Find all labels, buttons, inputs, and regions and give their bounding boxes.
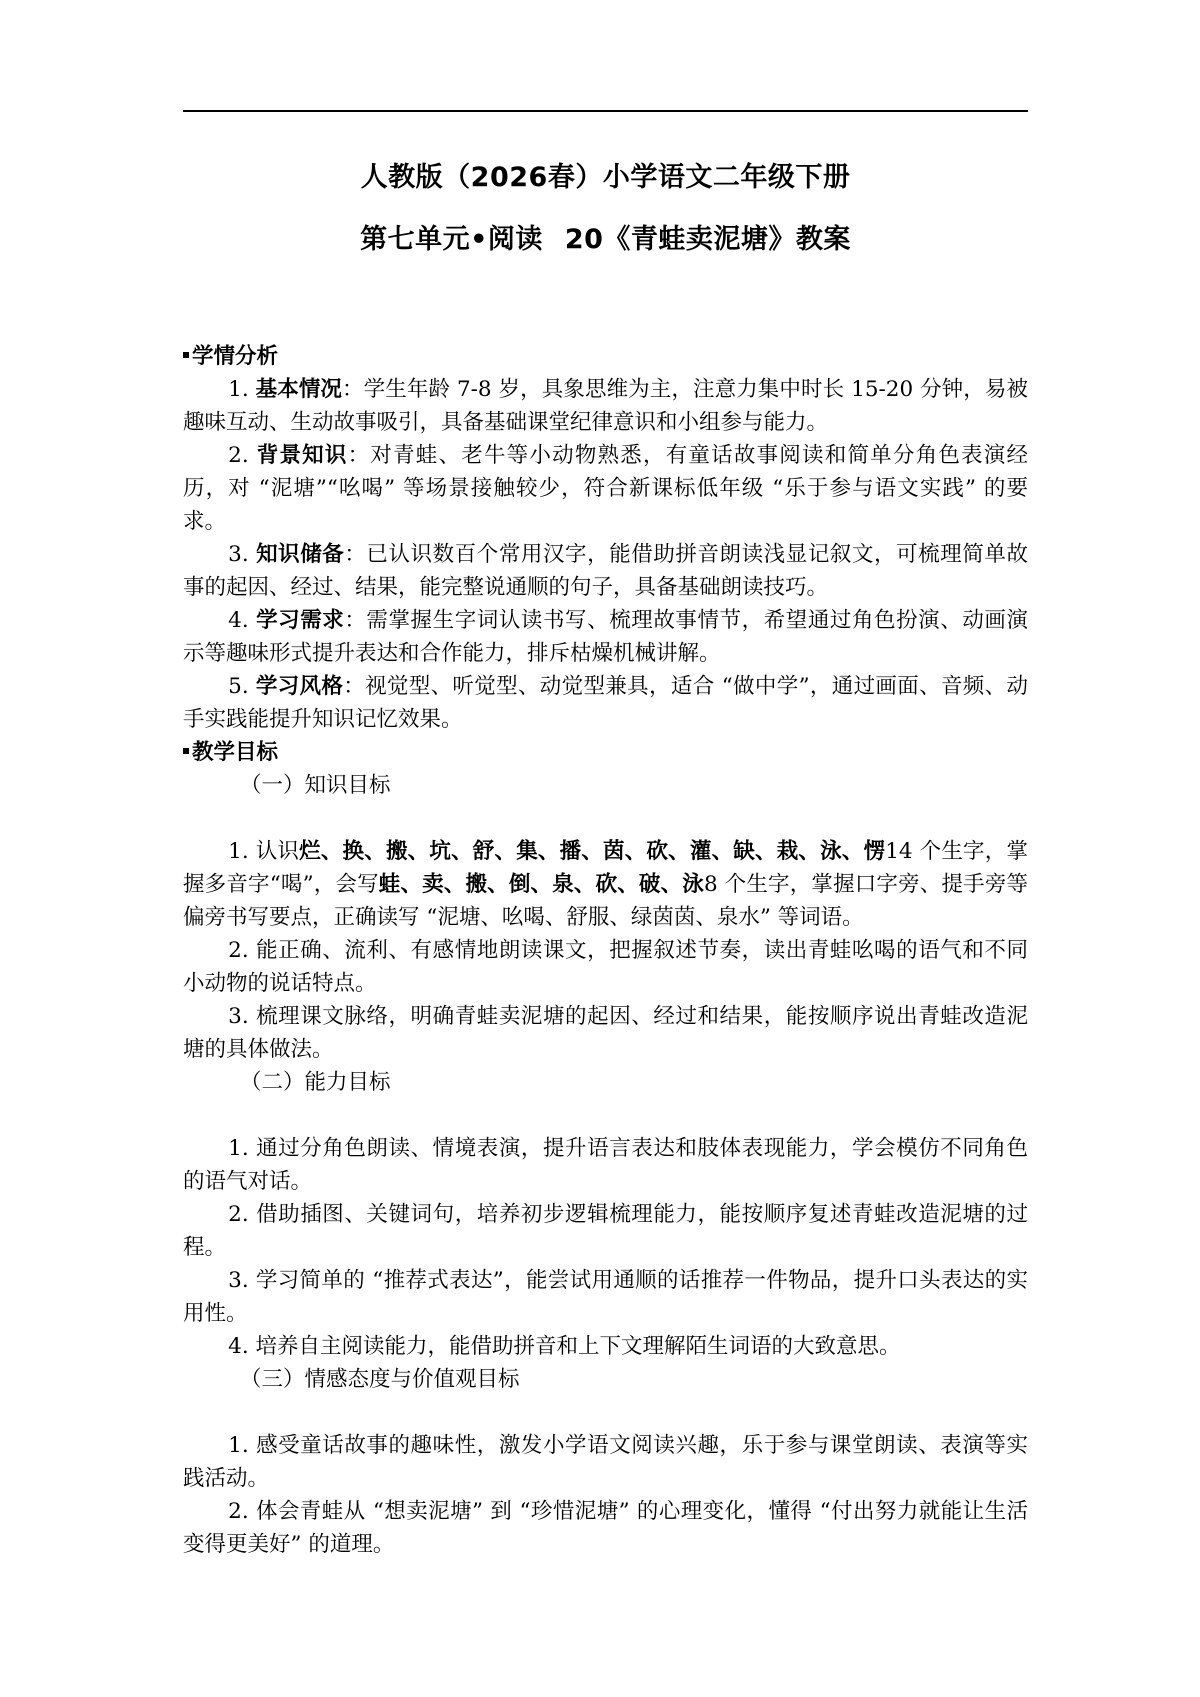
list-item: 5. 学习风格：视觉型、听觉型、动觉型兼具，适合 “做中学”，通过画面、音频、动手实践能提升知识记忆效果。 bbox=[183, 674, 1028, 732]
subsection-title-knowledge: （一）知识目标 bbox=[240, 773, 391, 798]
subtitle-lesson: 20《青蛙卖泥塘》教案 bbox=[564, 224, 851, 255]
list-item: 2. 体会青蛙从 “想卖泥塘” 到 “珍惜泥塘” 的心理变化，懂得 “付出努力就能让生活变得更美好” 的道理。 bbox=[183, 1499, 1028, 1557]
list-item: 4. 学习需求：需掌握生字词认读书写、梳理故事情节，希望通过角色扮演、动画演示等趣味形式提升表达和合作能力，排斥枯燥机械讲解。 bbox=[183, 608, 1028, 666]
bullet-square-icon bbox=[183, 352, 189, 358]
document-title: 人教版（2026春）小学语文二年级下册 bbox=[360, 162, 851, 193]
list-item: 4. 培养自主阅读能力，能借助拼音和上下文理解陌生词语的大致意思。 bbox=[228, 1334, 901, 1359]
list-item: 1. 认识烂、换、搬、坑、舒、集、播、茵、砍、灌、缺、栽、泳、愣14 个生字，掌握多音字“喝”，会写蛙、卖、搬、倒、泉、砍、破、泳8 个生字，掌握口字旁、提手旁等偏旁书写要点，正确读写 “泥塘、吆喝、舒服、绿茵茵、泉水” 等词语。 bbox=[183, 839, 1029, 930]
subsection-title-values: （三）情感态度与价值观目标 bbox=[240, 1367, 520, 1392]
recognize-characters: 烂、换、搬、坑、舒、集、播、茵、砍、灌、缺、栽、泳、愣 bbox=[299, 839, 886, 864]
list-item: 3. 知识储备：已认识数百个常用汉字，能借助拼音朗读浅显记叙文，可梳理简单故事的起因、经过、结果，能完整说通顺的句子，具备基础朗读技巧。 bbox=[183, 542, 1028, 600]
list-item: 2. 能正确、流利、有感情地朗读课文，把握叙述节奏，读出青蛙吆喝的语气和不同小动物的说话特点。 bbox=[183, 938, 1028, 996]
subtitle-unit: 第七单元•阅读 bbox=[360, 224, 543, 255]
list-item: 3. 梳理课文脉络，明确青蛙卖泥塘的起因、经过和结果，能按顺序说出青蛙改造泥塘的具体做法。 bbox=[183, 1004, 1028, 1062]
bullet-square-icon bbox=[183, 748, 189, 754]
subsection-title-ability: （二）能力目标 bbox=[240, 1070, 391, 1095]
list-item: 3. 学习简单的 “推荐式表达”，能尝试用通顺的话推荐一件物品，提升口头表达的实用性。 bbox=[183, 1268, 1028, 1326]
document-body bbox=[183, 340, 1028, 1561]
section-heading-teaching-objectives: 教学目标 bbox=[183, 736, 1028, 769]
list-item: 1. 感受童话故事的趣味性，激发小学语文阅读兴趣，乐于参与课堂朗读、表演等实践活动。 bbox=[183, 1433, 1028, 1491]
write-characters: 蛙、卖、搬、倒、泉、砍、破、泳 bbox=[378, 872, 704, 897]
section-heading-learner-analysis: 学情分析 bbox=[183, 340, 1028, 373]
list-item: 2. 借助插图、关键词句，培养初步逻辑梳理能力，能按顺序复述青蛙改造泥塘的过程。 bbox=[183, 1202, 1028, 1260]
header-rule bbox=[183, 110, 1028, 112]
document-subtitle bbox=[183, 222, 1028, 258]
list-item: 2. 背景知识：对青蛙、老牛等小动物熟悉，有童话故事阅读和简单分角色表演经历，对 “泥塘”“吆喝” 等场景接触较少，符合新课标低年级 “乐于参与语文实践” 的要求。 bbox=[183, 443, 1028, 534]
list-item: 1. 通过分角色朗读、情境表演，提升语言表达和肢体表现能力，学会模仿不同角色的语气对话。 bbox=[183, 1136, 1028, 1194]
list-item: 1. 基本情况：学生年龄 7-8 岁，具象思维为主，注意力集中时长 15-20 分钟，易被趣味互动、生动故事吸引，具备基础课堂纪律意识和小组参与能力。 bbox=[183, 377, 1028, 435]
